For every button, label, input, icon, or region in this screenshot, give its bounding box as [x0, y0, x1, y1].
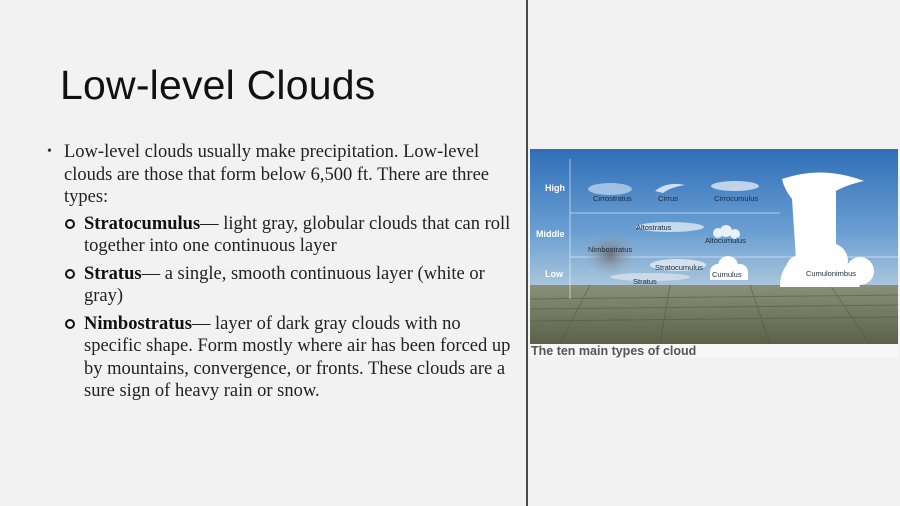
cirrocumulus-cloud	[711, 181, 759, 191]
cloud-type-list	[44, 213, 514, 403]
cloud-label: Stratus	[633, 277, 657, 286]
bullet-dot-icon: •	[47, 144, 52, 159]
circle-bullet-icon	[65, 219, 75, 229]
list-item	[44, 313, 514, 403]
slide-title: Low-level Clouds	[60, 62, 376, 108]
list-item	[44, 263, 514, 308]
band-label-middle: Middle	[536, 229, 565, 239]
slide-body	[44, 141, 514, 408]
cloud-term: Stratocumulus	[84, 213, 201, 234]
cloud-label: Nimbostratus	[588, 245, 633, 254]
cloud-label: Altocumulus	[705, 236, 746, 245]
intro-text: Low-level clouds usually make precipitation. Low-level clouds are those that form below 6,500 ft. There are three types:	[64, 142, 490, 207]
band-label-high: High	[545, 183, 565, 193]
cloud-types-figure	[530, 149, 898, 357]
list-item	[44, 213, 514, 258]
cloud-label: Cirrostratus	[593, 194, 632, 203]
figure-caption: The ten main types of cloud	[531, 344, 697, 358]
cloud-label: Cirrus	[658, 194, 678, 203]
band-label-low: Low	[545, 269, 563, 279]
circle-bullet-icon	[65, 269, 75, 279]
cloud-label: Cumulonimbus	[806, 269, 857, 278]
cloud-label: Altostratus	[636, 223, 672, 232]
cloud-description: — layer of dark gray clouds with no specific shape. Form mostly where air has been forced up by mountains, convergence, or fronts. These clouds are a sure sign of heavy rain or snow.	[84, 313, 511, 401]
cloud-label: Cumulus	[712, 270, 742, 279]
cloud-description: — a single, smooth continuous layer (white or gray)	[84, 263, 485, 306]
cloud-term: Nimbostratus	[84, 313, 192, 334]
nimbostratus-cloud	[584, 232, 636, 276]
cloud-term: Stratus	[84, 263, 142, 284]
cloud-illustration	[530, 149, 898, 344]
cloud-description: — light gray, globular clouds that can roll together into one continuous layer	[84, 213, 511, 256]
intro-bullet	[44, 141, 514, 209]
cloud-label: Stratocumulus	[655, 263, 703, 272]
cloud-label: Cirrocumulus	[714, 194, 759, 203]
circle-bullet-icon	[65, 319, 75, 329]
vertical-divider	[526, 0, 528, 506]
